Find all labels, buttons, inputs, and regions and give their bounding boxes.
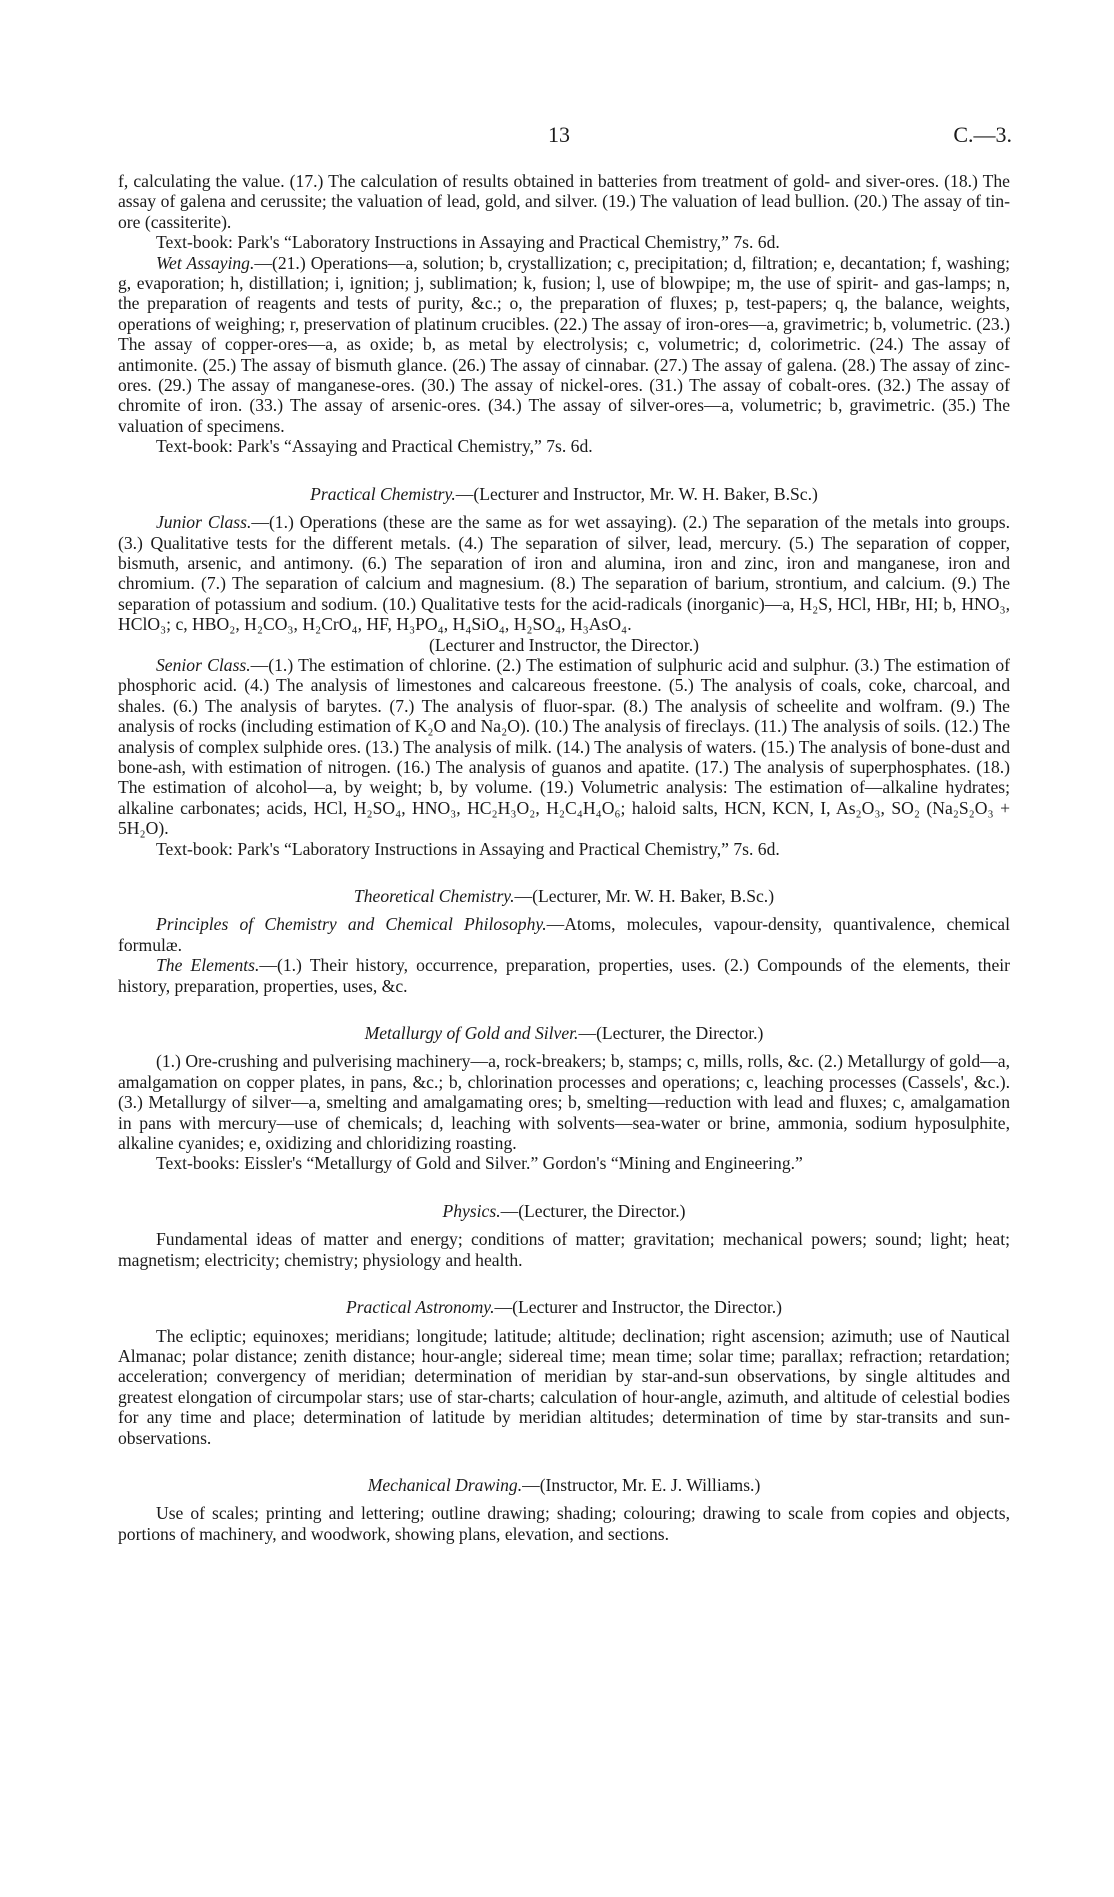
astronomy-body: The ecliptic; equinoxes; meridians; longitude; latitude; altitude; declination; right ascension; azimuth; use of Nautical Almanac; polar distance; zenith distance; hour-angle; sidereal time; mean time; solar time; parallax; refraction; retardation; acceleration; convergency of meridian; determination of meridian by star-and-sun observations, by single altitudes and greatest elongation of circumpolar stars; use of star-charts; calculation of hour-angle, azimuth, and altitude of celestial bodies for any time and place; determination of latitude by meridian altitudes; determination of time by star-transits and sun-observations. (118, 1325, 1010, 1448)
practical-chemistry-heading (118, 484, 1010, 504)
section-title: Mechanical Drawing. (367, 1474, 523, 1495)
section-lecturer: —(Lecturer and Instructor, the Director.) (494, 1297, 783, 1318)
physics-heading (118, 1201, 1010, 1221)
elements-body: —(1.) Their history, occurrence, preparation, properties, uses. (2.) Compounds of the elements, their history, preparation, properties, uses, &c. (118, 955, 1010, 996)
junior-class-paragraph (118, 512, 1010, 634)
page-header (0, 122, 1114, 152)
senior-class-body: —(1.) The estimation of chlorine. (2.) The estimation of sulphuric acid and sulphur. (3.) The estimation of phosphoric acid. (4.) The analysis of limestones and calcareous freestone. (5.) The analysis of coals, coke, charcoal, and shales. (6.) The analysis of barytes. (7.) The analysis of fluor-spar. (8.) The analysis of scheelite and wolfram. (9.) The analysis of rocks (including estimation of K₂O and Na₂O). (10.) The analysis of fireclays. (11.) The analysis of soils. (12.) The analysis of complex sulphide ores. (13.) The analysis of milk. (14.) The analysis of waters. (15.) The analysis of bone-dust and bone-ash, with estimation of nitrogen. (16.) The analysis of guanos and apatite. (17.) The analysis of superphosphates. (18.) The estimation of alcohol—a, by weight; b, by volume. (19.) Volumetric analysis: The estimation of—alkaline hydrates; alkaline carbonates; acids, HCl, H₂SO₄, HNO₃, HC₂H₃O₂, H₂C₄H₄O₆; haloid salts, HCN, KCN, I, As₂O₃, SO₂ (Na₂S₂O₃ + 5H₂O). (118, 654, 1010, 839)
wet-assaying-body: —(21.) Operations—a, solution; b, crystallization; c, precipitation; d, filtration; e, decantation; f, washing; g, evaporation; h, distillation; i, ignition; j, sublimation; k, fusion; l, use of blowpipe; m, the use of spirit- and gas-lamps; n, the preparation of reagents and tests of purity, &c.; o, the preparation of fluxes; p, test-papers; q, the balance, weights, operations of weighing; r, preservation of platinum crucibles. (22.) The assay of iron-ores—a, gravimetric; b, volumetric. (23.) The assay of copper-ores—a, as oxide; b, as metal by electrolysis; c, volumetric; d, colorimetric. (24.) The assay of antimonite. (25.) The assay of bismuth glance. (26.) The assay of cinnabar. (27.) The assay of galena. (28.) The assay of zinc-ores. (29.) The assay of manganese-ores. (30.) The assay of nickel-ores. (31.) The assay of cobalt-ores. (32.) The assay of chromite of iron. (33.) The assay of arsenic-ores. (34.) The assay of silver-ores—a, volumetric; b, gravimetric. (35.) The valuation of specimens. (118, 252, 1010, 436)
section-title: Metallurgy of Gold and Silver. (364, 1023, 579, 1044)
section-title: Theoretical Chemistry. (353, 886, 515, 906)
elements-label: The Elements. (156, 955, 260, 976)
principles-body: —Atoms, molecules, vapour-density, quantivalence, chemical formulæ. (118, 914, 1010, 955)
metallurgy-heading (118, 1023, 1010, 1043)
section-lecturer: —(Instructor, Mr. E. J. Williams.) (522, 1474, 761, 1495)
wet-assaying-paragraph (118, 253, 1010, 437)
junior-class-body: —(1.) Operations (these are the same as for wet assaying). (2.) The separation of the metals into groups. (3.) Qualitative tests for the different metals. (4.) The separation of silver, lead, mercury. (5.) The separation of copper, bismuth, arsenic, and antimony. (6.) The separation of iron and alumina, iron and zinc, iron and manganese, iron and chromium. (7.) The separation of calcium and magnesium. (8.) The separation of barium, strontium, and calcium. (9.) The separation of potassium and sodium. (10.) Qualitative tests for the acid-radicals (inorganic)—a, H₂S, HCl, HBr, HI; b, HNO₃, HClO₃; c, HBO₂, H₂CO₃, H₂CrO₄, HF, H₃PO₄, H₄SiO₄, H₂SO₄, H₃AsO₄. (118, 512, 1010, 635)
senior-lecturer-line: (Lecturer and Instructor, the Director.) (429, 634, 699, 655)
principles-paragraph (118, 914, 1010, 955)
page-content (118, 171, 1010, 1544)
section-title: Practical Chemistry. (310, 483, 456, 504)
wet-assaying-label: Wet Assaying. (156, 252, 255, 273)
assaying-continuation: f, calculating the value. (17.) The calculation of results obtained in batteries from treatment of gold- and siver-ores. (18.) The assay of galena and cerussite; the valuation of lead, gold, and silver. (19.) The valuation of lead bullion. (20.) The assay of tin-ore (cassiterite). (118, 171, 1010, 232)
astronomy-heading (118, 1297, 1010, 1317)
section-lecturer: —(Lecturer, the Director.) (500, 1200, 686, 1221)
page-reference: C.—3. (953, 122, 1012, 147)
drawing-body: Use of scales; printing and lettering; outline drawing; shading; colouring; drawing to scale from copies and objects, portions of machinery, and woodwork, showing plans, elevation, and sections. (118, 1503, 1010, 1544)
section-lecturer: —(Lecturer, Mr. W. H. Baker, B.Sc.) (514, 886, 775, 906)
section-lecturer: —(Lecturer, the Director.) (578, 1023, 764, 1044)
textbook-line: Text-book: Park's “Laboratory Instructions in Assaying and Practical Chemistry,” 7s. 6d. (156, 232, 780, 253)
junior-class-label: Junior Class. (156, 512, 252, 533)
textbook-line: Text-book: Park's “Assaying and Practical Chemistry,” 7s. 6d. (156, 436, 593, 457)
senior-class-paragraph (118, 655, 1010, 839)
principles-label: Principles of Chemistry and Chemical Philosophy. (156, 914, 547, 935)
textbook-line: Text-book: Park's “Laboratory Instructions in Assaying and Practical Chemistry,” 7s. 6d. (156, 838, 780, 859)
drawing-heading (118, 1475, 1010, 1495)
section-title: Physics. (442, 1200, 501, 1221)
textbook-line: Text-books: Eissler's “Metallurgy of Gold and Silver.” Gordon's “Mining and Engineering.” (156, 1153, 803, 1174)
senior-class-label: Senior Class. (156, 654, 251, 675)
page-number: 13 (548, 122, 570, 147)
elements-paragraph (118, 955, 1010, 996)
theoretical-chemistry-heading (118, 886, 1010, 906)
section-title: Practical Astronomy. (345, 1297, 495, 1318)
metallurgy-body: (1.) Ore-crushing and pulverising machinery—a, rock-breakers; b, stamps; c, mills, rolls, &c. (2.) Metallurgy of gold—a, amalgamation on copper plates, in pans, &c.; b, chlorination processes and operations; c, leaching processes (Cassels', &c.). (3.) Metallurgy of silver—a, smelting and amalgamating ores; b, smelting—reduction with lead and fluxes; c, amalgamation in pans with mercury—use of chemicals; d, leaching with solvents—sea-water or brine, ammonia, sodium hyposulphite, alkaline cyanides; e, oxidizing and chloridizing roasting. (118, 1051, 1010, 1154)
physics-body: Fundamental ideas of matter and energy; conditions of matter; gravitation; mechanical powers; sound; light; heat; magnetism; electricity; chemistry; physiology and health. (118, 1229, 1010, 1270)
section-lecturer: —(Lecturer and Instructor, Mr. W. H. Baker, B.Sc.) (455, 483, 818, 504)
